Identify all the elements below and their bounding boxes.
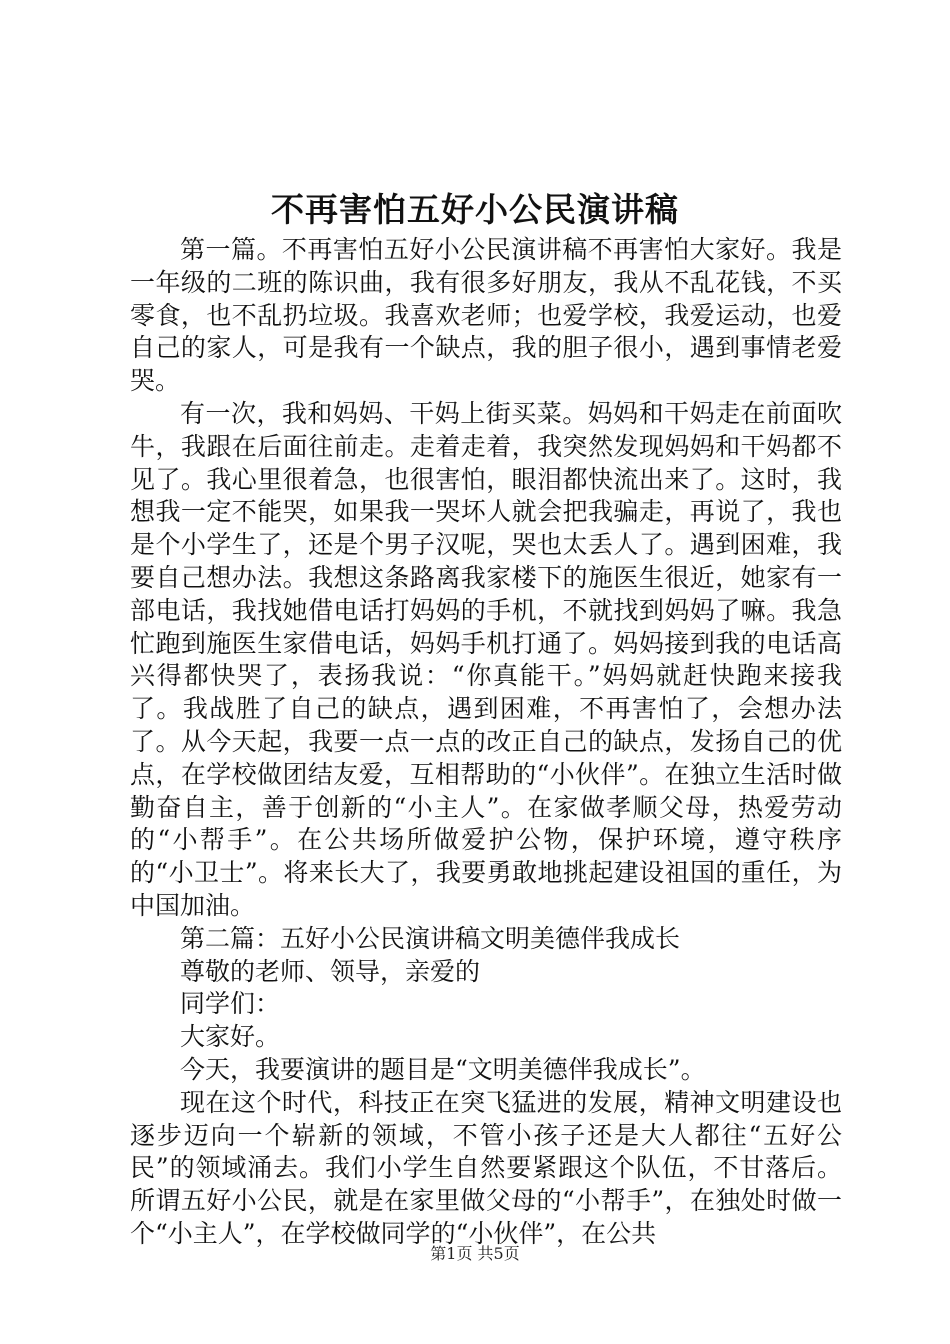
paragraph-5: 同学们： [180, 989, 281, 1019]
paragraph-6: 大家好。 [180, 1022, 281, 1052]
paragraph-4: 尊敬的老师、领导，亲爱的 [180, 956, 481, 986]
paragraph-1: 第一篇。不再害怕五好小公民演讲稿不再害怕大家好。我是一年级的二班的陈识曲，我有很多好朋友，我从不乱花钱，不买零食，也不乱扔垃圾。我喜欢老师；也爱学校，我爱运动，也爱自己的家人，可是我有一个缺点，我的胆子很小，遇到事情老爱哭。 [130, 235, 842, 396]
document-title: 不再害怕五好小公民演讲稿 [271, 190, 679, 229]
document-body [130, 234, 842, 1251]
paragraph-8: 现在这个时代，科技正在突飞猛进的发展，精神文明建设也逐步迈向一个崭新的领域，不管小孩子还是大人都往“五好公民”的领域涌去。我们小学生自然要紧跟这个队伍，不甘落后。所谓五好小公民，就是在家里做父母的“小帮手”，在独处时做一个“小主人”，在学校做同学的“小伙伴”，在公共 [130, 1087, 842, 1248]
page-footer: 第1页 共5页 [430, 1244, 520, 1263]
paragraph-7: 今天，我要演讲的题目是“文明美德伴我成长”。 [180, 1054, 706, 1084]
paragraph-2: 有一次，我和妈妈、干妈上街买菜。妈妈和干妈走在前面吹牛，我跟在后面往前走。走着走着，我突然发现妈妈和干妈都不见了。我心里很着急，也很害怕，眼泪都快流出来了。这时，我想我一定不能哭，如果我一哭坏人就会把我骗走，再说了，我也是个小学生了，还是个男子汉呢，哭也太丢人了。遇到困难，我要自己想办法。我想这条路离我家楼下的施医生很近，她家有一部电话，我找她借电话打妈妈的手机，不就找到妈妈了嘛。我急忙跑到施医生家借电话，妈妈手机打通了。妈妈接到我的电话高兴得都快哭了，表扬我说：“你真能干。”妈妈就赶快跑来接我了。我战胜了自己的缺点，遇到困难，不再害怕了，会想办法了。从今天起，我要一点一点的改正自己的缺点，发扬自己的优点，在学校做团结友爱，互相帮助的“小伙伴”。在独立生活时做勤奋自主，善于创新的“小主人”。在家做孝顺父母，热爱劳动的“小帮手”。在公共场所做爱护公物，保护环境，遵守秩序的“小卫士”。将来长大了，我要勇敢地挑起建设祖国的重任，为中国加油。 [130, 398, 842, 920]
paragraph-3: 第二篇：五好小公民演讲稿文明美德伴我成长 [180, 923, 681, 953]
